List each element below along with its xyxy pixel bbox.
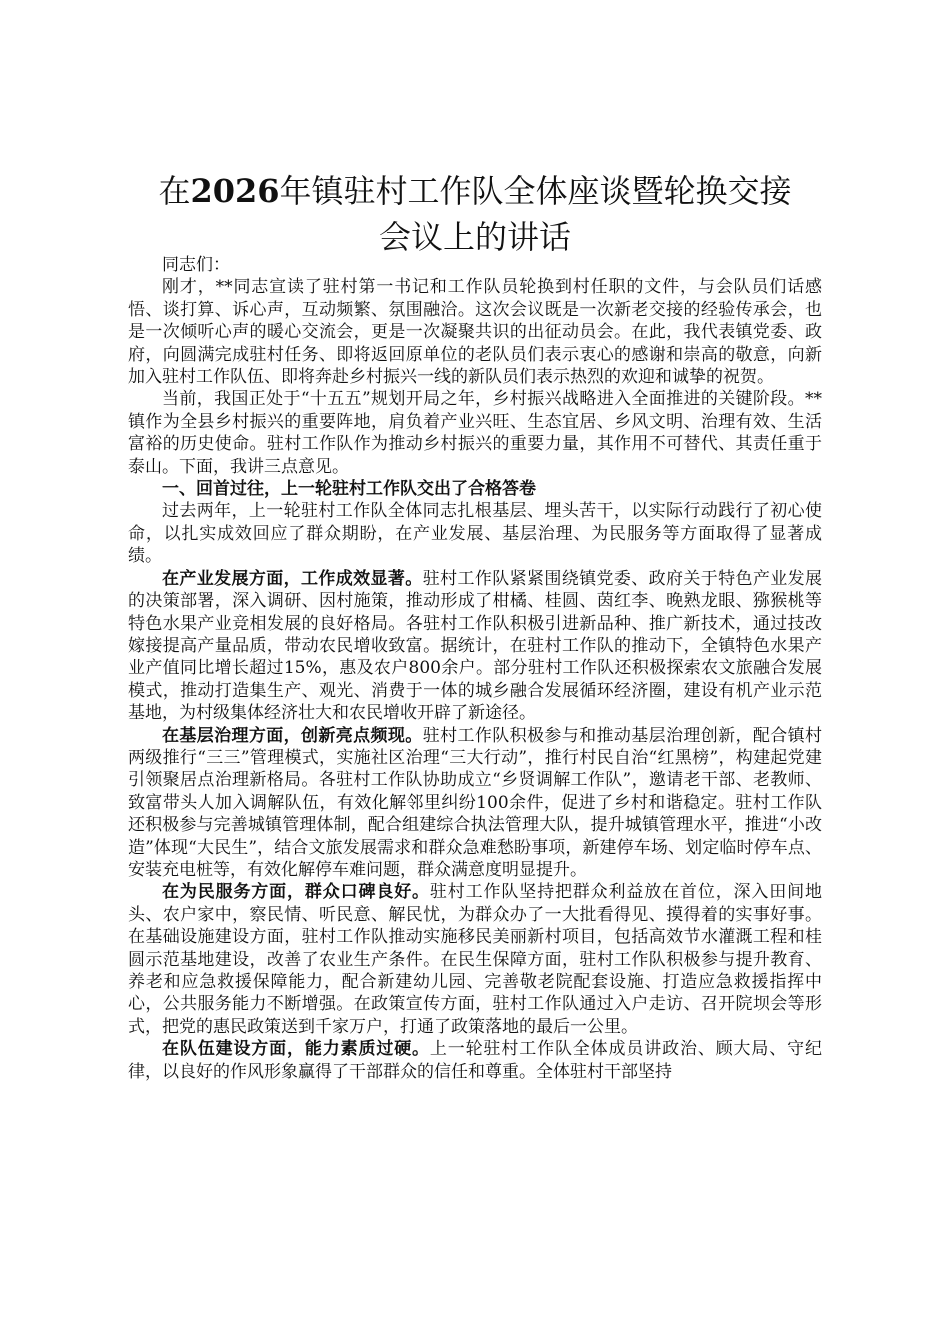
paragraph-lead: 在基层治理方面，创新亮点频现。 [162, 725, 423, 746]
paragraph-service [128, 881, 822, 1038]
title-line1-rest: 年镇驻村工作队全体座谈暨轮换交接 [279, 172, 792, 210]
paragraph-text: 过去两年，上一轮驻村工作队全体同志扎根基层、埋头苦干，以实际行动践行了初心使命，以扎实成效回应了群众期盼，在产业发展、基层治理、为民服务等方面取得了显著成绩。 [128, 501, 822, 567]
paragraph-lead: 在产业发展方面，工作成效显著。 [162, 568, 423, 589]
title-year: 2026 [190, 172, 280, 210]
paragraph-text: 驻村工作队积极参与和推动基层治理创新，配合镇村两级推行“三三”管理模式，实施社区治理“三大行动”，推行村民自治“红黑榜”，构建起党建引领聚居点治理新格局。各驻村工作队协助成立“乡贤调解工作队”，邀请老干部、老教师、致富带头人加入调解队伍，有效化解邻里纠纷100余件，促进了乡村和谐稳定。驻村工作队还积极参与完善城镇管理体制，配合组建综合执法管理大队，提升城镇管理水平，推进“小改造”体现“大民生”，结合文旅发展需求和群众急难愁盼事项，新建停车场、划定临时停车点、安装充电桩等，有效化解停车难问题，群众满意度明显提升。 [128, 725, 823, 880]
paragraph-context [128, 388, 822, 478]
paragraph-text: 刚才，**同志宣读了驻村第一书记和工作队员轮换到村任职的文件，与会队员们话感悟、谈打算、诉心声，互动频繁、氛围融洽。这次会议既是一次新老交接的经验传承会，也是一次倾听心声的暖心交流会，更是一次凝聚共识的出征动员会。在此，我代表镇党委、政府，向圆满完成驻村任务、即将返回原单位的老队员们表示衷心的感谢和崇高的敬意，向新加入驻村工作队伍、即将奔赴乡村振兴一线的新队员们表示热烈的欢迎和诚挚的祝贺。 [128, 277, 822, 388]
document-body [128, 254, 822, 1083]
document-title [128, 168, 822, 260]
paragraph-text: 上一轮驻村工作队全体成员讲政治、顾大局、守纪律，以良好的作风形象赢得了干部群众的信任和尊重。全体驻村干部坚持 [128, 1039, 823, 1082]
paragraph-text: 驻村工作队紧紧围绕镇党委、政府关于特色产业发展的决策部署，深入调研、因村施策，推动形成了柑橘、桂圆、茵红李、晚熟龙眼、猕猴桃等特色水果产业竞相发展的良好格局。各驻村工作队积极引进新品种、推广新技术，通过技改嫁接提高产量品质，带动农民增收致富。据统计，在驻村工作队的推动下，全镇特色水果产业产值同比增长超过15%，惠及农户800余户。部分驻村工作队还积极探索农文旅融合发展模式，推动打造集生产、观光、消费于一体的城乡融合发展循环经济圈，建设有机产业示范基地，为村级集体经济壮大和农民增收开辟了新途径。 [128, 568, 823, 724]
title-prefix: 在 [158, 172, 191, 210]
paragraph-team [128, 1038, 822, 1083]
paragraph-text: 当前，我国正处于“十五五”规划开局之年，乡村振兴战略进入全面推进的关键阶段。**镇作为全县乡村振兴的重要阵地，肩负着产业兴旺、生态宜居、乡风文明、治理有效、生活富裕的历史使命。驻村工作队作为推动乡村振兴的重要力量，其作用不可替代、其责任重于泰山。下面，我讲三点意见。 [128, 389, 822, 477]
paragraph-lead: 在队伍建设方面，能力素质过硬。 [162, 1039, 430, 1060]
paragraph-governance [128, 725, 822, 882]
title-line2: 会议上的讲话 [378, 218, 571, 256]
paragraph-lead: 在为民服务方面，群众口碑良好。 [162, 882, 430, 903]
paragraph-text: 驻村工作队坚持把群众利益放在首位，深入田间地头、农户家中，察民情、听民意、解民忧，为群众办了一大批看得见、摸得着的实事好事。在基础设施建设方面，驻村工作队推动实施移民美丽新村项目，包括高效节水灌溉工程和桂圆示范基地建设，改善了农业生产条件。在民生保障方面，驻村工作队积极参与提升教育、养老和应急救援保障能力，配合新建幼儿园、完善敬老院配套设施、打造应急救援指挥中心，公共服务能力不断增强。在政策宣传方面，驻村工作队通过入户走访、召开院坝会等形式，把党的惠民政策送到千家万户，打通了政策落地的最后一公里。 [128, 882, 823, 1037]
section-heading: 一、回首过往，上一轮驻村工作队交出了合格答卷 [162, 479, 536, 500]
paragraph-opening [128, 276, 822, 388]
paragraph-review-intro [128, 500, 822, 567]
salutation: 同志们： [162, 255, 230, 275]
paragraph-industry [128, 568, 822, 725]
